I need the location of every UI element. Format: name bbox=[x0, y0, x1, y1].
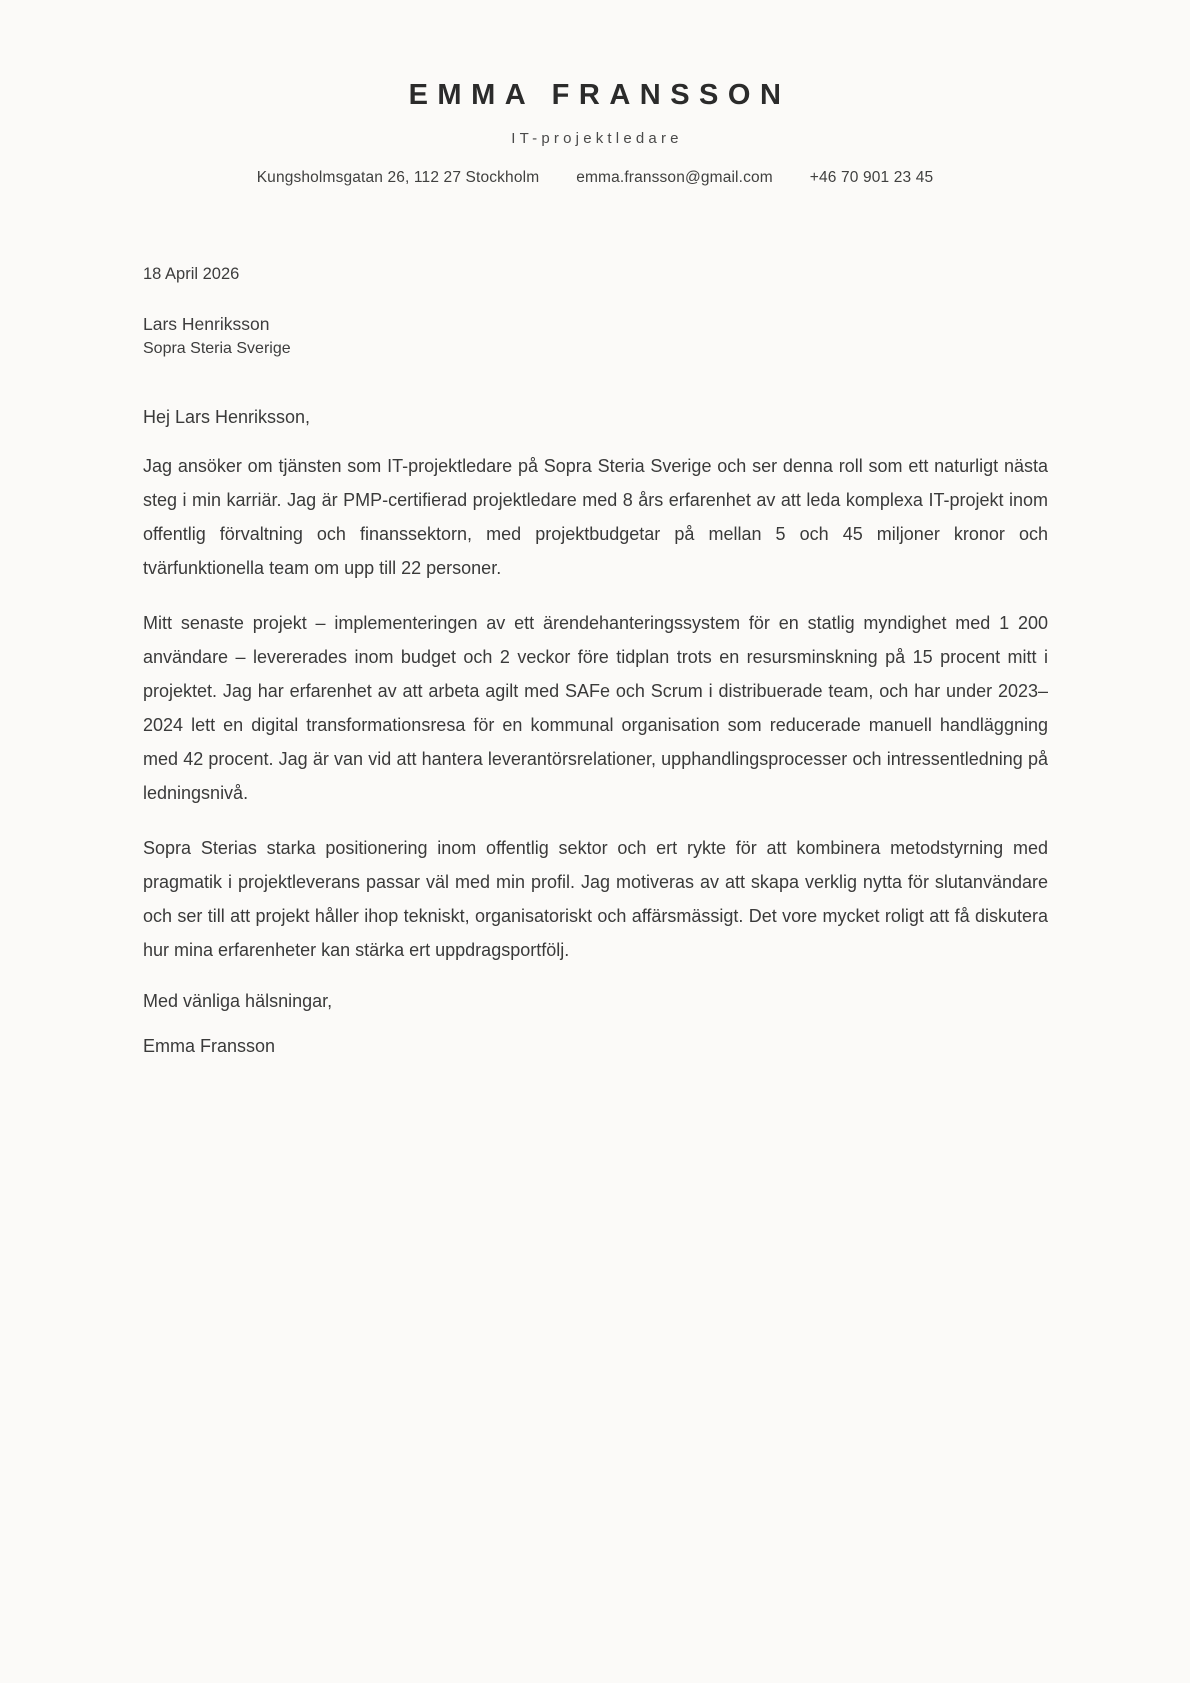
page-title: EMMA FRANSSON bbox=[408, 79, 791, 111]
letter-body bbox=[142, 265, 1048, 1058]
letter-header bbox=[0, 0, 1190, 187]
signature-name: Emma Fransson bbox=[143, 1036, 276, 1057]
contact-address: Kungsholmsgatan 26, 112 27 Stockholm bbox=[256, 168, 540, 186]
recipient-block bbox=[143, 312, 1048, 361]
body-paragraph: Sopra Sterias starka positionering inom offentlig sektor och ert rykte för att kombinera metodstyrning med pragmatik i projektleverans passar väl med min profil. Jag motiveras av att skapa verklig nytta för slutanvändare och ser till att projekt håller ihop tekniskt, organisatoriskt och affärsmässigt. Det vore mycket roligt att få diskutera hur mina erfarenheter kan stärka ert uppdragsportfölj. bbox=[143, 838, 1048, 961]
contact-phone[interactable]: +46 70 901 23 45 bbox=[809, 168, 934, 186]
closing-line: Med vänliga hälsningar, bbox=[143, 991, 333, 1012]
job-title: IT-projektledare bbox=[511, 129, 683, 147]
recipient-company: Sopra Steria Sverige bbox=[143, 340, 291, 358]
contact-line bbox=[0, 169, 1190, 187]
letter-date: 18 April 2026 bbox=[143, 264, 240, 283]
greeting: Hej Lars Henriksson, bbox=[143, 407, 311, 428]
contact-email[interactable]: emma.fransson@gmail.com bbox=[576, 168, 773, 186]
recipient-name: Lars Henriksson bbox=[143, 313, 270, 334]
body-paragraph: Jag ansöker om tjänsten som IT-projektledare på Sopra Steria Sverige och ser denna roll som ett naturligt nästa steg i min karriär. Jag är PMP-certifierad projektledare med 8 års erfarenhet av att leda komplexa IT-projekt inom offentlig förvaltning och finanssektorn, med projektbudgetar på mellan 5 och 45 miljoner kronor och tvärfunktionella team om upp till 22 personer. bbox=[143, 456, 1048, 579]
body-paragraph: Mitt senaste projekt – implementeringen av ett ärendehanteringssystem för en statlig myndighet med 1 200 användare – levererades inom budget och 2 veckor före tidplan trots en resursminskning på 15 procent mitt i projektet. Jag har erfarenhet av att arbeta agilt med SAFe och Scrum i distribuerade team, och har under 2023–2024 lett en digital transformationsresa för en kommunal organisation som reducerade manuell handläggning med 42 procent. Jag är van vid att hantera leverantörsrelationer, upphandlingsprocesser och intressentledning på ledningsnivå. bbox=[143, 613, 1048, 804]
